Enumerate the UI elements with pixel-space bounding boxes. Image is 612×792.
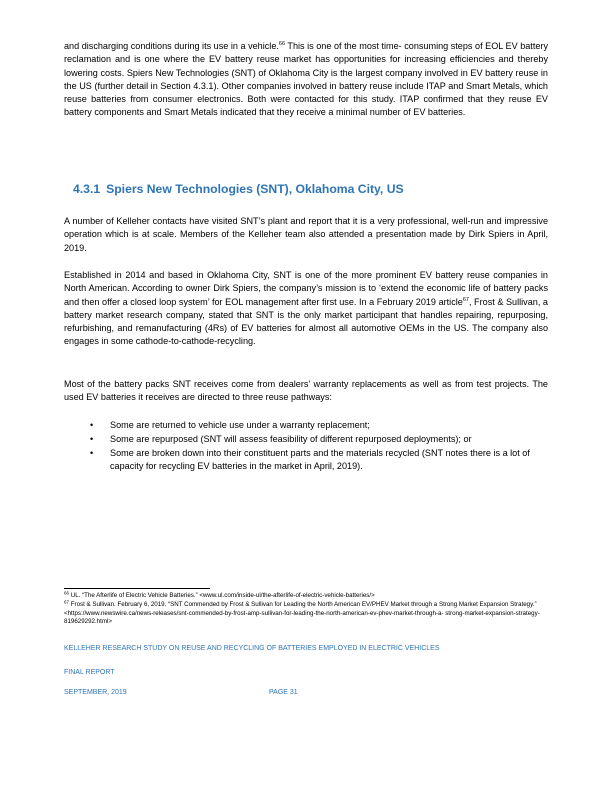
list-item [90,419,534,432]
intro-paragraph [64,40,548,120]
bullet-icon: • [90,433,94,444]
reuse-pathways-list [90,419,534,474]
intro-text-b: This is one of the most time- consuming steps of EOL EV battery reclamation and is one where the EV battery reuse market has opportunities for increasing efficiencies and thereby lowering costs. Spiers New Technologies (SNT) of Oklahoma City is the largest company involved in EV battery reuse in the US (further detail in Section 4.3.1). Other companies involved in battery reuse include ITAP and Smart Metals, which reuse batteries from consumer electronics. Both were contacted for this study. ITAP confirmed that they reuse EV battery components and Smart Metals indicated that they receive a minimal number of EV batteries. [64,41,548,118]
paragraph-2-text-a: Established in 2014 and based in Oklahoma City, SNT is one of the more prominent EV battery reuse companies in North American. According to owner Dirk Spiers, the company’s mission is to ‘extend the economic life of battery packs and then offer a closed loop system’ for EOL management after first use. In a February 2019 article [64,270,548,307]
page-body [64,40,548,120]
section-number: 4.3.1 [73,182,101,196]
footnote-text: Frost & Sullivan. February 6, 2019. “SNT Commended by Frost & Sullivan for Leading the North American EV/PHEV Market through a Strong Market Expansion Strategy.” <https://www.newswire.ca/news-releases/snt-commended-by-frost-amp-sullivan-for-leading-the-north-american-ev-phev-market-through-a- strong-market-expansion-strategy-819629292.html> [64,601,540,626]
section-title: Spiers New Technologies (SNT), Oklahoma City, US [106,182,404,196]
intro-text-a: and discharging conditions during its use in a vehicle. [64,41,279,51]
list-item [90,433,534,446]
footnote-ref-66[interactable]: 66 [278,41,286,47]
footnote-66 [64,592,550,601]
footnote-divider [64,588,210,589]
section-heading [73,182,404,196]
list-item [90,447,534,474]
paragraph-2 [64,269,548,349]
list-item-text: Some are repurposed (SNT will assess feasibility of different repurposed deployments); or [110,433,472,444]
paragraph-2-text-b: , Frost & Sullivan, a battery market research company, stated that SNT is the only market participant that handles repairing, repurposing, refurbishing, and remanufacturing (4Rs) of EV batteries for almost all automotive OEMs in the US. The company also engages in some cathode-to-cathode-recycling. [64,296,548,347]
paragraph-2-block [64,269,548,349]
footnote-67 [64,601,550,627]
footer-page-number: PAGE 31 [269,689,298,696]
bullet-icon: • [90,447,94,458]
list-item-text: Some are returned to vehicle use under a warranty replacement; [110,420,370,430]
footer-study-title: KELLEHER RESEARCH STUDY ON REUSE AND RECYCLING OF BATTERIES EMPLOYED IN ELECTRIC VEHICLES [64,645,440,652]
footnote-number: 67 [64,599,70,605]
paragraph-1-block [64,215,548,255]
footnote-ref-67[interactable]: 67 [462,296,469,303]
footnote-number: 66 [64,590,70,596]
footnote-text: UL. “The Afterlife of Electric Vehicle Batteries.” <www.ul.com/inside-ul/the-afterlife-of-electric-vehicle-batteries/> [69,592,375,599]
bullet-icon: • [90,420,94,430]
paragraph-3: Most of the battery packs SNT receives come from dealers’ warranty replacements as well as from test projects. The used EV batteries it receives are directed to three reuse pathways: [64,379,548,403]
footer-report-type: FINAL REPORT [64,669,115,676]
paragraph-1: A number of Kelleher contacts have visited SNT’s plant and report that it is a very professional, well-run and impressive operation which is at scale. Members of the Kelleher team also attended a presentation made by Dirk Spiers in April, 2019. [64,216,548,253]
list-item-text: Some are broken down into their constituent parts and the materials recycled (SNT notes there is a lot of capacity for recycling EV batteries in the market in April, 2019). [110,447,530,471]
footer-date: SEPTEMBER, 2019 [64,689,127,696]
footer-date-line [64,689,298,696]
paragraph-3-block [64,378,548,405]
